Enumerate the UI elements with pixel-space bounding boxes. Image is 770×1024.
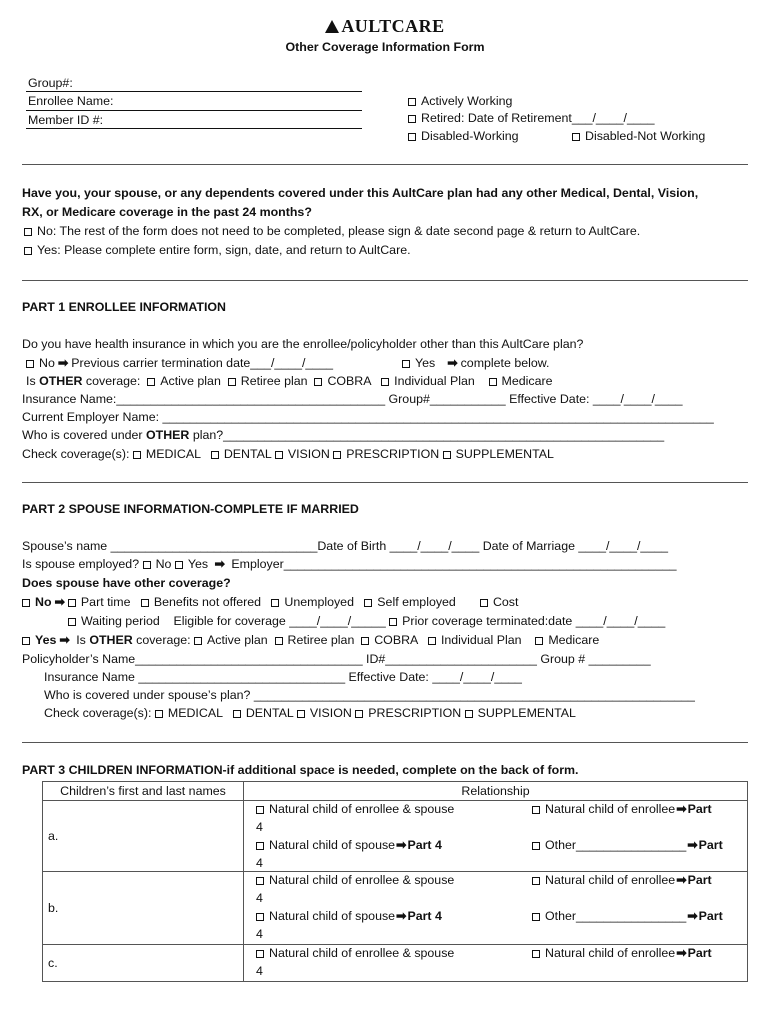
arrow-right-icon: ➡ (687, 838, 698, 852)
checkbox-icon[interactable] (211, 451, 219, 459)
natural-spouse-option[interactable]: Natural child of spouse➡Part 4 (256, 838, 442, 853)
disabled-not-working-option[interactable]: Disabled-Not Working (572, 129, 705, 144)
checkbox-icon[interactable] (314, 378, 322, 386)
checkbox-icon[interactable] (68, 618, 76, 626)
enrollee-name-label: Enrollee Name: (28, 94, 114, 108)
enrollee-name-line[interactable] (26, 110, 362, 111)
checkbox-icon[interactable] (233, 710, 241, 718)
divider (22, 280, 748, 281)
checkbox-icon[interactable] (532, 842, 540, 850)
part1-current-employer[interactable]: Current Employer Name: ________________________________________________________________________________ (22, 410, 714, 424)
relationship-cell (244, 801, 748, 872)
arrow-right-icon: ➡ (687, 909, 698, 923)
checkbox-icon[interactable] (24, 247, 32, 255)
checkbox-icon[interactable] (297, 710, 305, 718)
logo-text: AULTCARE (341, 16, 445, 36)
col-header-names: Children’s first and last names (43, 782, 244, 801)
natural-enrollee-option[interactable]: Natural child of enrollee➡Part (532, 802, 712, 817)
part1-heading: PART 1 ENROLLEE INFORMATION (22, 300, 226, 314)
child-name-cell[interactable]: a. (43, 801, 244, 872)
checkbox-icon[interactable] (361, 637, 369, 645)
part4-wrap: 4 (256, 856, 263, 870)
checkbox-icon[interactable] (408, 133, 416, 141)
checkbox-icon[interactable] (256, 877, 264, 885)
checkbox-icon[interactable] (22, 637, 30, 645)
arrow-right-icon: ➡ (676, 802, 687, 816)
checkbox-icon[interactable] (408, 98, 416, 106)
checkbox-icon[interactable] (480, 599, 488, 607)
part1-other-coverage-row: Is OTHER coverage: Active plan Retiree plan COBRA Individual Plan Medicare (26, 374, 553, 388)
part2-check-coverage: Check coverage(s): MEDICAL DENTAL VISION PRESCRIPTION SUPPLEMENTAL (44, 706, 576, 720)
part2-no-reasons: No ➡ Part time Benefits not offered Unemployed Self employed Cost (22, 595, 518, 610)
part2-policyholder-name[interactable]: Policyholder’s Name_________________________________ ID#______________________ Group # _________ (22, 652, 651, 666)
natural-enrollee-option[interactable]: Natural child of enrollee➡Part (532, 946, 712, 961)
natural-enrollee-option[interactable]: Natural child of enrollee➡Part (532, 873, 712, 888)
divider (22, 482, 748, 483)
part2-insurance-name[interactable]: Insurance Name ______________________________ Effective Date: ____/____/____ (44, 670, 522, 684)
checkbox-icon[interactable] (572, 133, 580, 141)
checkbox-icon[interactable] (489, 378, 497, 386)
table-row (43, 945, 748, 982)
checkbox-icon[interactable] (256, 842, 264, 850)
checkbox-icon[interactable] (532, 806, 540, 814)
arrow-right-icon: ➡ (396, 838, 407, 852)
checkbox-icon[interactable] (428, 637, 436, 645)
form-title: Other Coverage Information Form (285, 40, 485, 54)
part1-yes-row: Yes ➡ complete below. (402, 356, 549, 371)
part2-yes-row: Yes ➡ Is OTHER coverage: Active plan Retiree plan COBRA Individual Plan Medicare (22, 633, 599, 648)
checkbox-icon[interactable] (443, 451, 451, 459)
checkbox-icon[interactable] (22, 599, 30, 607)
checkbox-icon[interactable] (402, 360, 410, 368)
checkbox-icon[interactable] (389, 618, 397, 626)
natural-spouse-option[interactable]: Natural child of spouse➡Part 4 (256, 909, 442, 924)
member-id-line[interactable] (26, 128, 362, 129)
checkbox-icon[interactable] (408, 115, 416, 123)
checkbox-icon[interactable] (364, 599, 372, 607)
col-header-relationship: Relationship (244, 782, 748, 801)
arrow-right-icon: ➡ (676, 873, 687, 887)
retired-option[interactable]: Retired: Date of Retirement___/____/____ (408, 111, 655, 126)
group-line[interactable] (26, 91, 362, 92)
part4-wrap: 4 (256, 927, 263, 941)
part4-wrap: 4 (256, 891, 263, 905)
logo-triangle-icon (325, 20, 339, 33)
part3-heading: PART 3 CHILDREN INFORMATION-if additional space is needed, complete on the back of form. (22, 763, 579, 777)
checkbox-icon[interactable] (275, 637, 283, 645)
checkbox-icon[interactable] (256, 806, 264, 814)
aultcare-logo (0, 16, 770, 37)
arrow-right-icon: ➡ (447, 356, 458, 370)
table-row (43, 872, 748, 945)
checkbox-icon[interactable] (532, 877, 540, 885)
checkbox-icon[interactable] (465, 710, 473, 718)
intro-yes-option[interactable]: Yes: Please complete entire form, sign, date, and return to AultCare. (24, 243, 411, 258)
checkbox-icon[interactable] (133, 451, 141, 459)
checkbox-icon[interactable] (275, 451, 283, 459)
natural-both-option[interactable]: Natural child of enrollee & spouse (256, 873, 454, 888)
checkbox-icon[interactable] (256, 950, 264, 958)
part2-spouse-name[interactable]: Spouse’s name ______________________________Date of Birth ____/____/____ Date of Marriage ____/____/____ (22, 539, 668, 553)
checkbox-icon[interactable] (141, 599, 149, 607)
part2-spouse-employed: Is spouse employed? No Yes ➡ Employer_________________________________________________________ (22, 557, 677, 571)
checkbox-icon[interactable] (194, 637, 202, 645)
relationship-cell (244, 945, 748, 982)
checkbox-icon[interactable] (228, 378, 236, 386)
part1-question: Do you have health insurance in which you are the enrollee/policyholder other than this AultCare plan? (22, 337, 584, 351)
child-name-cell[interactable]: b. (43, 872, 244, 945)
part1-who-covered[interactable]: Who is covered under OTHER plan?________________________________________________________________ (22, 428, 665, 442)
checkbox-icon[interactable] (381, 378, 389, 386)
part2-other-coverage-question: Does spouse have other coverage? (22, 576, 231, 590)
child-name-cell[interactable]: c. (43, 945, 244, 982)
checkbox-icon[interactable] (155, 710, 163, 718)
part1-insurance-name[interactable]: Insurance Name:_______________________________________ Group#___________ Effective Date: ____/____/____ (22, 392, 683, 406)
divider (22, 164, 748, 165)
intro-no-option[interactable]: No: The rest of the form does not need to be completed, please sign & date second page & return to AultCare. (24, 224, 640, 239)
arrow-right-icon: ➡ (214, 557, 225, 571)
relationship-cell (244, 872, 748, 945)
coverage-question-line1: Have you, your spouse, or any dependents covered under this AultCare plan had any other Medical, Dental, Vision, (22, 186, 699, 200)
group-label: Group#: (28, 76, 73, 90)
checkbox-icon[interactable] (143, 561, 151, 569)
children-table (42, 781, 748, 982)
checkbox-icon[interactable] (535, 637, 543, 645)
checkbox-icon[interactable] (333, 451, 341, 459)
checkbox-icon[interactable] (26, 360, 34, 368)
arrow-right-icon: ➡ (396, 909, 407, 923)
part2-no-reasons-line2: Waiting period Eligible for coverage ____/____/_____ Prior coverage terminated:date ____/____/____ (68, 614, 665, 629)
arrow-right-icon: ➡ (54, 595, 65, 609)
checkbox-icon[interactable] (68, 599, 76, 607)
actively-working-option[interactable]: Actively Working (408, 94, 512, 109)
divider (22, 742, 748, 743)
part2-heading: PART 2 SPOUSE INFORMATION-COMPLETE IF MARRIED (22, 502, 359, 516)
member-id-label: Member ID #: (28, 113, 104, 127)
other-option[interactable]: Other________________➡Part (532, 838, 723, 853)
table-header-row (43, 782, 748, 801)
natural-both-option[interactable]: Natural child of enrollee & spouse (256, 946, 454, 961)
part1-no-row: No ➡ Previous carrier termination date___/____/____ (26, 356, 333, 371)
coverage-question-line2: RX, or Medicare coverage in the past 24 months? (22, 205, 312, 219)
arrow-right-icon: ➡ (676, 946, 687, 960)
arrow-right-icon: ➡ (59, 633, 70, 647)
part4-wrap: 4 (256, 820, 263, 834)
table-row (43, 801, 748, 872)
natural-both-option[interactable]: Natural child of enrollee & spouse (256, 802, 454, 817)
checkbox-icon[interactable] (147, 378, 155, 386)
other-option[interactable]: Other________________➡Part (532, 909, 723, 924)
checkbox-icon[interactable] (24, 228, 32, 236)
checkbox-icon[interactable] (256, 913, 264, 921)
part1-check-coverage: Check coverage(s): MEDICAL DENTAL VISION PRESCRIPTION SUPPLEMENTAL (22, 447, 554, 461)
checkbox-icon[interactable] (175, 561, 183, 569)
part2-who-covered[interactable]: Who is covered under spouse’s plan? ________________________________________________________________ (44, 688, 695, 702)
checkbox-icon[interactable] (271, 599, 279, 607)
part4-wrap: 4 (256, 964, 263, 978)
checkbox-icon[interactable] (532, 950, 540, 958)
arrow-right-icon: ➡ (57, 356, 69, 370)
disabled-working-option[interactable]: Disabled-Working (408, 129, 519, 144)
checkbox-icon[interactable] (532, 913, 540, 921)
checkbox-icon[interactable] (355, 710, 363, 718)
